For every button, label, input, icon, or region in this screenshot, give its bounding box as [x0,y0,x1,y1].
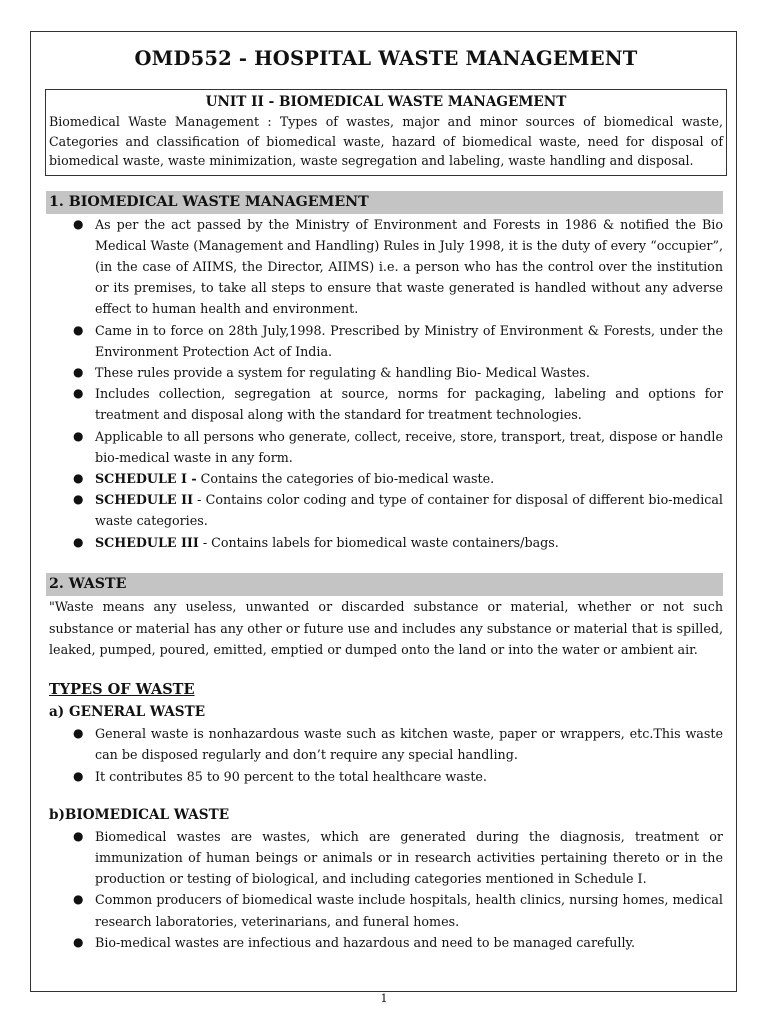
list-item: ● These rules provide a system for regulating & handling Bio- Medical Wastes. [49,362,723,383]
bullet-icon: ● [73,726,84,741]
biomedical-waste-list [49,826,723,953]
document-title: OMD552 - HOSPITAL WASTE MANAGEMENT [134,47,638,70]
list-item: ● It contributes 85 to 90 percent to the total healthcare waste. [49,766,723,787]
bullet-icon: ● [73,470,84,485]
schedule-label: SCHEDULE III [95,534,199,550]
waste-definition: "Waste means any useless, unwanted or discarded substance or material, whether or not such substance or material has any other or future use and includes any substance or material that is spilled, leaked, pumped, poured, emitted, emptied or dumped onto the land or into the water or ambient air. [49,598,723,658]
schedule-label: SCHEDULE II [95,492,193,508]
section-heading-waste: 2. WASTE [46,573,723,596]
unit-summary-box [45,89,727,176]
bullet-icon: ● [73,768,84,783]
list-item: ● General waste is nonhazardous waste such as kitchen waste, paper or wrappers, etc.This waste can be disposed regularly and don’t require any special handling. [49,723,723,765]
types-of-waste-heading: TYPES OF WASTE [49,681,195,699]
page-number: 1 [380,992,388,1005]
section1-bullet-list [49,214,723,553]
document-body [49,42,723,953]
list-item: ● As per the act passed by the Ministry of Environment and Forests in 1986 & notified the Bio Medical Waste (Management and Handling) Rules in July 1998, it is the duty of every “occupier”, (in the case of AIIMS, the Director, AIIMS) i.e. a person who has the control over the institution or its premises, to take all steps to ensure that waste generated is handled without any adverse effect to human health and environment. [49,214,723,320]
schedule-item: ● SCHEDULE II - Contains color coding and type of container for disposal of different bio-medical waste categories. [49,489,723,531]
list-item: ● Includes collection, segregation at source, norms for packaging, labeling and options for treatment and disposal along with the standard for treatment technologies. [49,383,723,425]
schedule-label: SCHEDULE I - [95,470,197,486]
unit-title: UNIT II - BIOMEDICAL WASTE MANAGEMENT [205,94,567,110]
bullet-icon: ● [73,934,84,949]
list-item: ● Biomedical wastes are wastes, which are generated during the diagnosis, treatment or immunization of human beings or animals or in research activities pertaining thereto or in the production or testing of biological, and including categories mentioned in Schedule I. [49,826,723,890]
bullet-icon: ● [73,386,84,401]
bullet-icon: ● [73,322,84,337]
bullet-icon: ● [73,364,84,379]
bullet-icon: ● [73,428,84,443]
list-item: ● Came in to force on 28th July,1998. Prescribed by Ministry of Environment & Forests, under the Environment Protection Act of India. [49,320,723,362]
schedule-item: ● SCHEDULE I - Contains the categories of bio-medical waste. [49,468,723,489]
general-waste-list [49,723,723,787]
schedule-item: ● SCHEDULE III - Contains labels for biomedical waste containers/bags. [49,532,723,553]
list-item: ● Bio-medical wastes are infectious and hazardous and need to be managed carefully. [49,932,723,953]
bullet-icon: ● [73,534,84,549]
bullet-icon: ● [73,492,84,507]
biomedical-waste-heading: b)BIOMEDICAL WASTE [49,806,230,823]
bullet-icon: ● [73,828,84,843]
list-item: ● Applicable to all persons who generate, collect, receive, store, transport, treat, dispose or handle bio-medical waste in any form. [49,426,723,468]
general-waste-heading: a) GENERAL WASTE [49,704,206,721]
list-item: ● Common producers of biomedical waste include hospitals, health clinics, nursing homes, medical research laboratories, veterinarians, and funeral homes. [49,889,723,931]
unit-syllabus-text: Biomedical Waste Management : Types of wastes, major and minor sources of biomedical waste, Categories and classification of biomedical waste, hazard of biomedical waste, need for disposal of biomedical waste, waste minimization, waste segregation and labeling, waste handling and disposal. [49,114,723,168]
bullet-icon: ● [73,216,84,231]
section-heading-biomedical-waste-management: 1. BIOMEDICAL WASTE MANAGEMENT [46,191,723,214]
bullet-icon: ● [73,892,84,907]
